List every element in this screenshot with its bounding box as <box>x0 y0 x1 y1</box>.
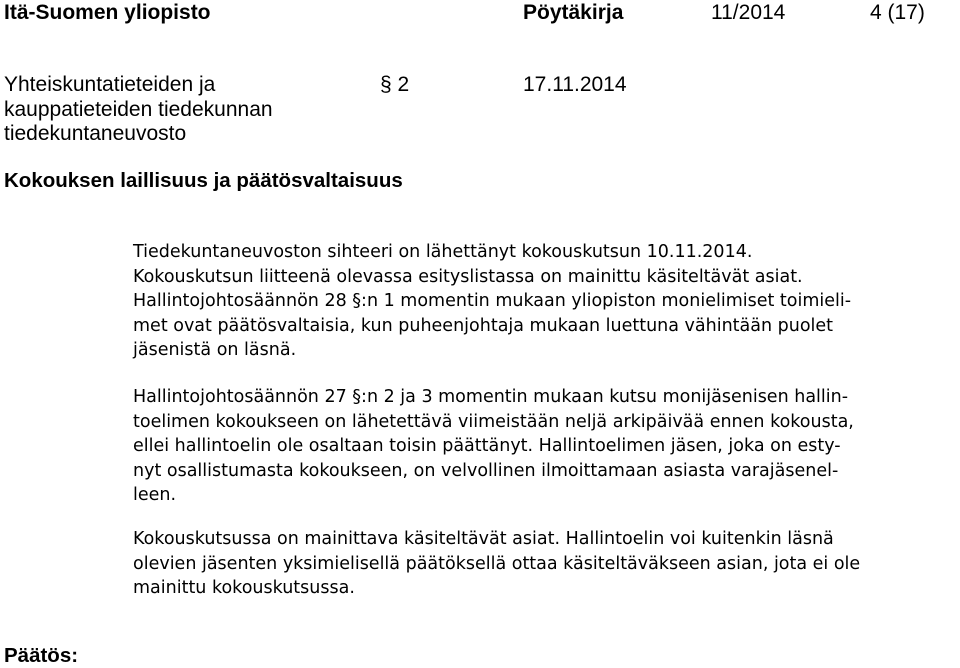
paragraph-invitation <box>133 385 854 508</box>
meeting-unit-line: tiedekuntaneuvosto <box>4 122 187 145</box>
paragraph-line: Hallintojohtosäännön 28 §:n 1 momentin mukaan yliopiston monielimiset toimieli- <box>133 291 852 311</box>
paragraph-line: olevien jäsenten yksimielisellä päätöksellä ottaa käsiteltäväkseen asian, jota ei ole <box>133 553 861 574</box>
organization-name: Itä-Suomen yliopisto <box>4 1 211 24</box>
paragraph-line: ellei hallintoelin ole osaltaan toisin päättänyt. Hallintoelimen jäsen, joka on esty- <box>133 436 841 456</box>
section-number: § 2 <box>380 73 410 96</box>
meeting-date: 17.11.2014 <box>523 73 627 96</box>
document-number: 11/2014 <box>711 1 786 24</box>
decision-label: Päätös: <box>4 644 79 667</box>
section-title: Kokouksen laillisuus ja päätösvaltaisuus <box>4 169 403 192</box>
paragraph-line: met ovat päätösvaltaisia, kun puheenjohtaja mukaan luettuna vähintään puolet <box>133 315 834 336</box>
paragraph-line: Kokouskutsussa on mainittava käsiteltävät asiat. Hallintoelin voi kuitenkin läsnä <box>133 529 834 549</box>
meeting-unit-line: kauppatieteiden tiedekunnan <box>4 97 273 121</box>
meeting-unit <box>4 73 273 147</box>
document-type: Pöytäkirja <box>523 1 624 24</box>
paragraph-line: leen. <box>133 485 177 505</box>
paragraph-line: jäsenistä on läsnä. <box>133 340 297 360</box>
paragraph-line: Tiedekuntaneuvoston sihteeri on lähettänyt kokouskutsun 10.11.2014. <box>133 242 753 262</box>
paragraph-line: mainittu kokouskutsussa. <box>133 578 355 598</box>
paragraph-legality <box>133 240 851 363</box>
meeting-unit-line: Yhteiskuntatieteiden ja <box>4 73 216 96</box>
paragraph-line: toelimen kokoukseen on lähetettävä viimeistään neljä arkipäivää ennen kokousta, <box>133 411 854 432</box>
paragraph-agenda <box>133 527 860 601</box>
page-number: 4 (17) <box>870 1 925 24</box>
paragraph-line: nyt osallistumasta kokoukseen, on velvollinen ilmoittamaan asiasta varajäsenel- <box>133 460 839 481</box>
paragraph-line: Kokouskutsun liitteenä olevassa esityslistassa on mainittu käsiteltävät asiat. <box>133 266 803 287</box>
paragraph-line: Hallintojohtosäännön 27 §:n 2 ja 3 momentin mukaan kutsu monijäsenisen hallin- <box>133 387 849 407</box>
